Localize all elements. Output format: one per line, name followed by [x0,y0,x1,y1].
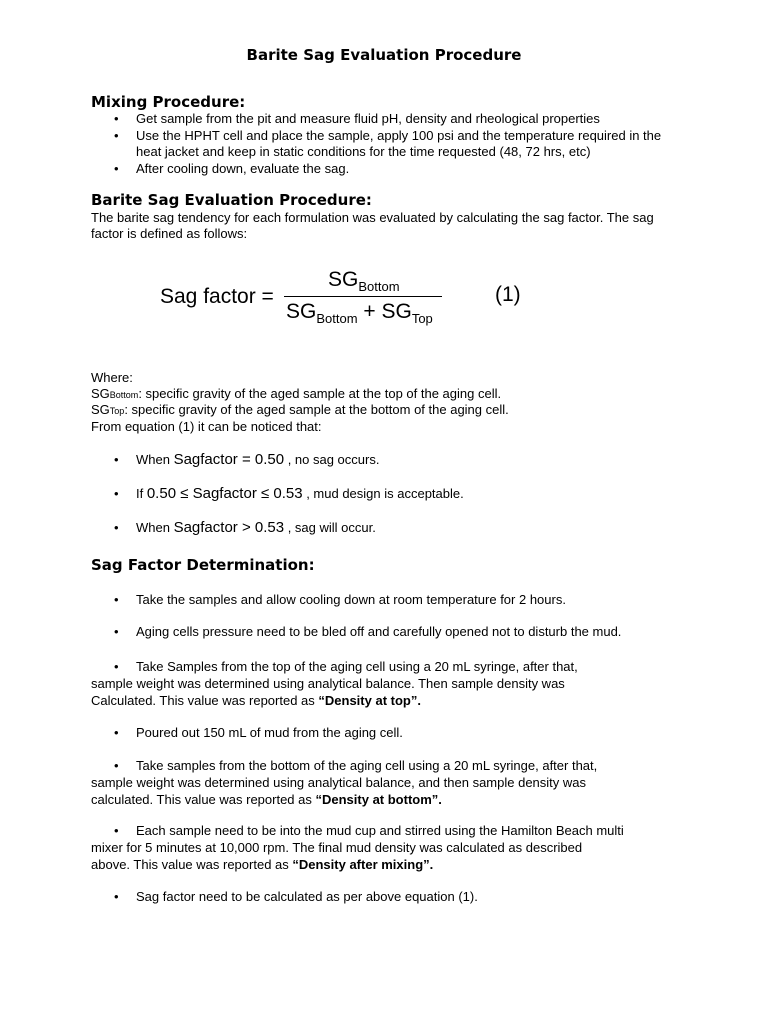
bullet-icon: • [114,486,119,501]
equation-number: (1) [495,283,521,306]
equation-denominator: $SG_{Bottom} + SG_{Top}$ [286,300,433,326]
step-text: above. This value was reported as “Density after mixing”. [91,857,434,872]
page-title: Barite Sag Evaluation Procedure [246,46,522,64]
step-text: Aging cells pressure need to be bled off and carefully opened not to disturb the mud. [136,624,622,639]
bullet-icon: • [114,452,119,467]
where-label: Where: [91,370,133,385]
step-text: calculated. This value was reported as “Density at bottom”. [91,792,442,807]
step-text: Sag factor need to be calculated as per above equation (1). [136,889,478,904]
equation-numerator: $SG_{Bottom}$ [328,268,400,294]
step-text: mixer for 5 minutes at 10,000 rpm. The final mud density was calculated as described [91,840,583,855]
condition-item: When Sagfactor > 0.53 , sag will occur. [136,519,376,536]
bullet-icon: • [114,161,119,176]
step-text: Each sample need to be into the mud cup and stirred using the Hamilton Beach multi [136,823,624,838]
step-text: Take the samples and allow cooling down at room temperature for 2 hours. [136,592,566,607]
step-text: Take Samples from the top of the aging cell using a 20 mL syringe, after that, [136,659,578,674]
bullet-icon: • [114,128,119,143]
mixing-heading: Mixing Procedure: [91,93,246,111]
step-text: Take samples from the bottom of the aging cell using a 20 mL syringe, after that, [136,758,598,773]
bullet-icon: • [114,823,119,838]
definition-sg-bottom: SGBottom: specific gravity of the aged sample at the top of the aging cell. [91,386,502,401]
step-text: Poured out 150 mL of mud from the aging cell. [136,725,403,740]
evaluation-heading: Barite Sag Evaluation Procedure: [91,191,372,209]
condition-item: If 0.50 ≤ Sagfactor ≤ 0.53 , mud design is acceptable. [136,485,464,502]
bullet-icon: • [114,889,119,904]
bullet-icon: • [114,520,119,535]
evaluation-intro: The barite sag tendency for each formulation was evaluated by calculating the sag factor. The sag factor is defined as follows: [91,210,654,241]
list-item: Get sample from the pit and measure fluid pH, density and rheological properties [136,111,600,126]
list-item: Use the HPHT cell and place the sample, apply 100 psi and the temperature required in the heat jacket and keep in static conditions for the time requested (48, 72 hrs, etc) [136,128,662,159]
step-text: sample weight was determined using analytical balance. Then sample density was [91,676,565,691]
condition-item: When Sagfactor = 0.50 , no sag occurs. [136,451,380,468]
equation-lhs: Sag factor = [160,285,274,308]
bullet-icon: • [114,725,119,740]
bullet-icon: • [114,624,119,639]
definition-sg-top: SGTop: specific gravity of the aged sample at the bottom of the aging cell. [91,402,509,417]
sag-factor-equation [160,262,540,334]
bullet-icon: • [114,659,119,674]
equation-note: From equation (1) it can be noticed that: [91,419,322,434]
bullet-icon: • [114,111,119,126]
step-text: sample weight was determined using analytical balance, and then sample density was [91,775,587,790]
determination-heading: Sag Factor Determination: [91,556,315,574]
fraction-bar [284,296,442,297]
bullet-icon: • [114,592,119,607]
bullet-icon: • [114,758,119,773]
step-text: Calculated. This value was reported as “Density at top”. [91,693,421,708]
list-item: After cooling down, evaluate the sag. [136,161,350,176]
